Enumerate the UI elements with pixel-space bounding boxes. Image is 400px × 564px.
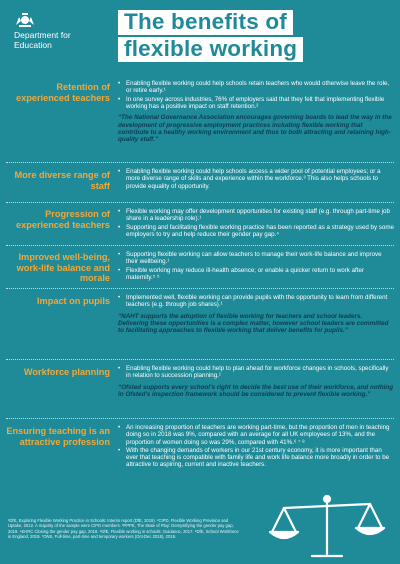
section-label: Ensuring teaching is an attractive profession [6, 426, 110, 447]
section-content [118, 294, 394, 335]
divider [6, 359, 394, 360]
quote: “The National Governance Association encourages governing boards to lead the way in the development of progressive employment practices including flexible working that contribute to a healthy working environment and thus to both attracting and retaining high-quality staff.” [118, 114, 392, 144]
section-label: Impact on pupils [37, 296, 110, 306]
section-content [118, 168, 394, 191]
quote: “NAHT supports the adoption of flexible working for teachers and school leaders. Delivering these opportunities is a complex matter, however school leaders are committed to facilitating approaches to flexible working that deliver benefits for pupils.” [118, 312, 389, 335]
list-item: • Enabling flexible working could help schools access a wider pool of potential employees; or a more diverse range of skills and experience within the workforce.³ This also helps schools to provide equality of opportunity. [118, 168, 394, 190]
royal-crest-icon [14, 12, 36, 28]
divider [6, 418, 394, 419]
list-item: • An increasing proportion of teachers are working part-time, but the proportion of men in teaching doing so in 2018 was 9%, compared with an average for all UK employees of 13%, and the proportion of women doing so was 29%, compared with 41%.⁶ ⁷ ⁸ [118, 424, 394, 446]
section-label: Workforce planning [23, 367, 110, 377]
list-item: • Supporting flexible working can allow teachers to manage their work-life balance and improve their wellbeing.¹ [118, 251, 394, 266]
dfe-logo [14, 12, 100, 50]
list-item: • Supporting and facilitating flexible working practice has been reported as a strategy used by some employers to try and help reduce their gender pay gap.⁴ [118, 224, 394, 239]
list-item: • With the changing demands of workers in our 21st century economy, it is more important than ever that teaching is compatible with family life and work life balance more broadly in order to be attractive to aspiring, current and inactive teachers. [118, 447, 394, 469]
section-label: Progression of experienced teachers [16, 209, 110, 230]
list-item: • Enabling flexible working could help to plan ahead for workforce changes in schools, specifically in relation to succession planning.¹ [118, 365, 394, 380]
divider [6, 162, 394, 163]
page-title-line-2: flexible working [118, 37, 303, 62]
section-content [118, 208, 394, 239]
list-item: • Implemented well, flexible working can provide pupils with the opportunity to learn from different teachers (e.g. through job shares).¹ [118, 294, 394, 309]
page-title-line-1: The benefits of [118, 10, 293, 35]
section-label: More diverse range of staff [14, 170, 110, 191]
page-header [0, 0, 400, 61]
divider [6, 202, 394, 203]
section-content [118, 424, 394, 470]
section-label: Retention of experienced teachers [16, 82, 110, 103]
section-content [118, 251, 394, 282]
list-item: • Flexible working may offer development opportunities for existing staff (e.g. through part-time job share in a leadership role).¹ [118, 208, 394, 223]
quote: “Ofsted supports every school's right to decide the best use of their workforce, and nothing in Ofsted's inspection framework should be considered to prevent flexible working.” [118, 383, 394, 398]
list-item: • In one survey across industries, 76% of employers said that they felt that implementing flexible working has a positive impact on staff retention.² [118, 96, 394, 111]
divider [6, 245, 394, 246]
footnote: ¹DfE, Exploring Flexible Working Practice in Schools: Interim report (DfE, 2019). ²CIPD, Flexible Working Provision and Uptake, 2012. A majority of the sample were CIPD members. ³PPPE, The State of Play: Demystifying the gender pay gap, 2019. ⁴EHRC Closing the gender pay gap, 2018. ⁵DfE, Flexible working in schools: Guidance, 2017. ⁶DfE, School Workforce in England, 2019. ⁷ONS, Full-time, part-time and temporary workers (Oct-Dec 2018), 2019. [8, 518, 239, 540]
list-item: • Enabling flexible working could help schools retain teachers who would otherwise leave the role, or retire early.¹ [118, 80, 394, 95]
section-content [118, 80, 394, 144]
balance-scale-icon [262, 490, 392, 562]
department-name: Department for Education [14, 30, 71, 50]
divider [6, 288, 394, 289]
section-content [118, 365, 394, 398]
list-item: • Flexible working may reduce ill-health absence; or enable a quicker return to work after maternity.⁵ ⁶ [118, 267, 394, 282]
section-label: Improved well-being, work-life balance and morale [16, 252, 110, 284]
